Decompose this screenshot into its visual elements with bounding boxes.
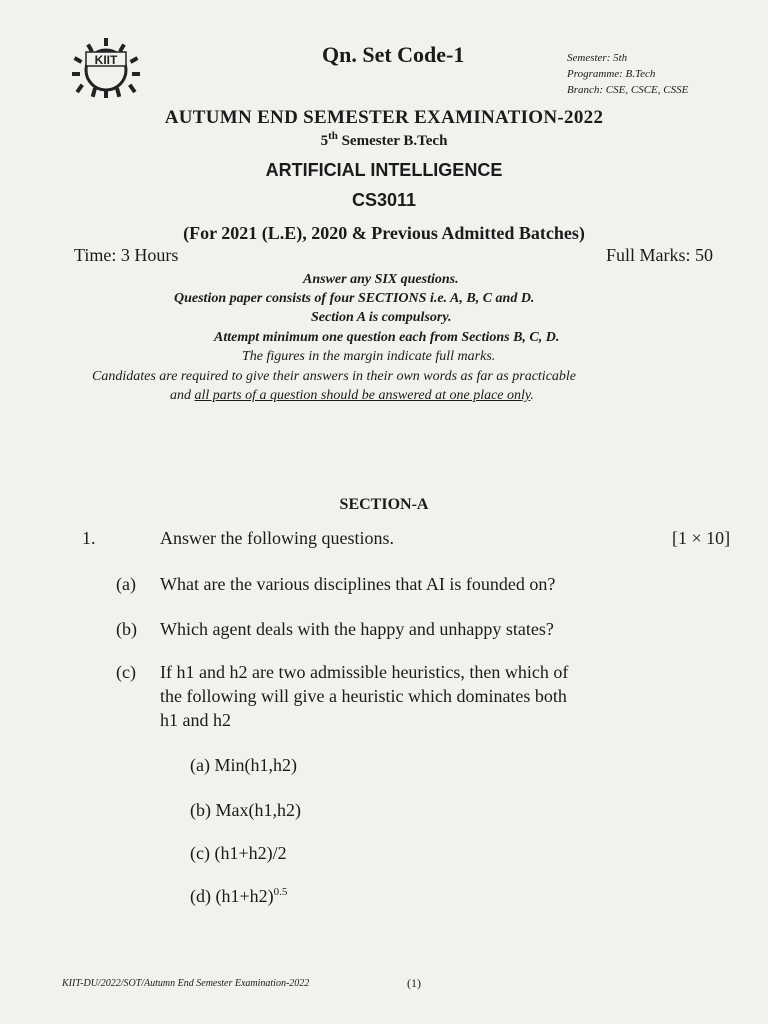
university-logo (70, 38, 142, 98)
instruction-line-1: Answer any SIX questions. (303, 272, 459, 287)
exam-title: AUTUMN END SEMESTER EXAMINATION-2022 (164, 107, 604, 128)
page-number: (1) (407, 976, 421, 990)
semester-suffix: th (328, 130, 338, 142)
question-marks: [1 × 10] (672, 528, 731, 548)
part-label: (a) (116, 574, 136, 594)
semester-number: 5 (320, 133, 329, 149)
option-b: (b) Max(h1,h2) (190, 800, 301, 820)
course-code: CS3011 (351, 190, 417, 210)
part-label: (b) (116, 619, 137, 639)
svg-text:KIIT: KIIT (94, 53, 118, 67)
full-marks: Full Marks: 50 (606, 245, 714, 265)
question-set-code: Qn. Set Code-1 (322, 42, 465, 67)
instruction-underlined: all parts of a question should be answered at one place only (194, 388, 531, 403)
exam-meta (567, 50, 688, 98)
branch-text: Branch: CSE, CSCE, CSSE (567, 84, 689, 96)
option-d-base: (d) (h1+h2) (190, 886, 274, 906)
semester-text: Semester: 5th (567, 52, 628, 64)
question-text: Answer the following questions. (160, 528, 394, 548)
instruction-line-5: The figures in the margin indicate full marks. (242, 349, 496, 364)
batch-info: (For 2021 (L.E), 2020 & Previous Admitted Batches) (183, 223, 585, 243)
part-text-line-3: h1 and h2 (160, 710, 231, 730)
part-text: What are the various disciplines that AI is founded on? (160, 574, 556, 594)
instruction-line-3: Section A is compulsory. (311, 310, 452, 325)
instruction-line-7-suffix: . (530, 388, 534, 403)
instruction-line-2: Question paper consists of four SECTIONS i.e. A, B, C and D. (174, 291, 535, 306)
semester-label: Semester B.Tech (337, 133, 448, 149)
part-text-line-1: If h1 and h2 are two admissible heuristics, then which of (160, 662, 569, 682)
part-text: Which agent deals with the happy and unhappy states? (160, 619, 554, 639)
instruction-line-7 (170, 388, 534, 404)
footer-text: KIIT-DU/2022/SOT/Autumn End Semester Examination-2022 (62, 978, 310, 989)
semester-line (0, 130, 768, 150)
option-d (190, 886, 287, 907)
option-d-exponent: 0.5 (273, 886, 288, 898)
instruction-line-4: Attempt minimum one question each from Sections B, C, D. (214, 330, 560, 345)
option-c: (c) (h1+h2)/2 (190, 843, 287, 863)
part-label: (c) (116, 662, 136, 682)
section-title: SECTION-A (339, 496, 429, 513)
instruction-line-6: Candidates are required to give their answers in their own words as far as practicable (92, 369, 577, 384)
time-allowed: Time: 3 Hours (74, 245, 179, 265)
part-text-line-2: the following will give a heuristic which dominates both (160, 686, 567, 706)
question-number: 1. (82, 528, 96, 548)
programme-text: Programme: B.Tech (567, 68, 656, 80)
instruction-line-7-prefix: and (170, 388, 195, 403)
option-a: (a) Min(h1,h2) (190, 755, 297, 775)
subject-title: ARTIFICIAL INTELLIGENCE (265, 160, 503, 180)
